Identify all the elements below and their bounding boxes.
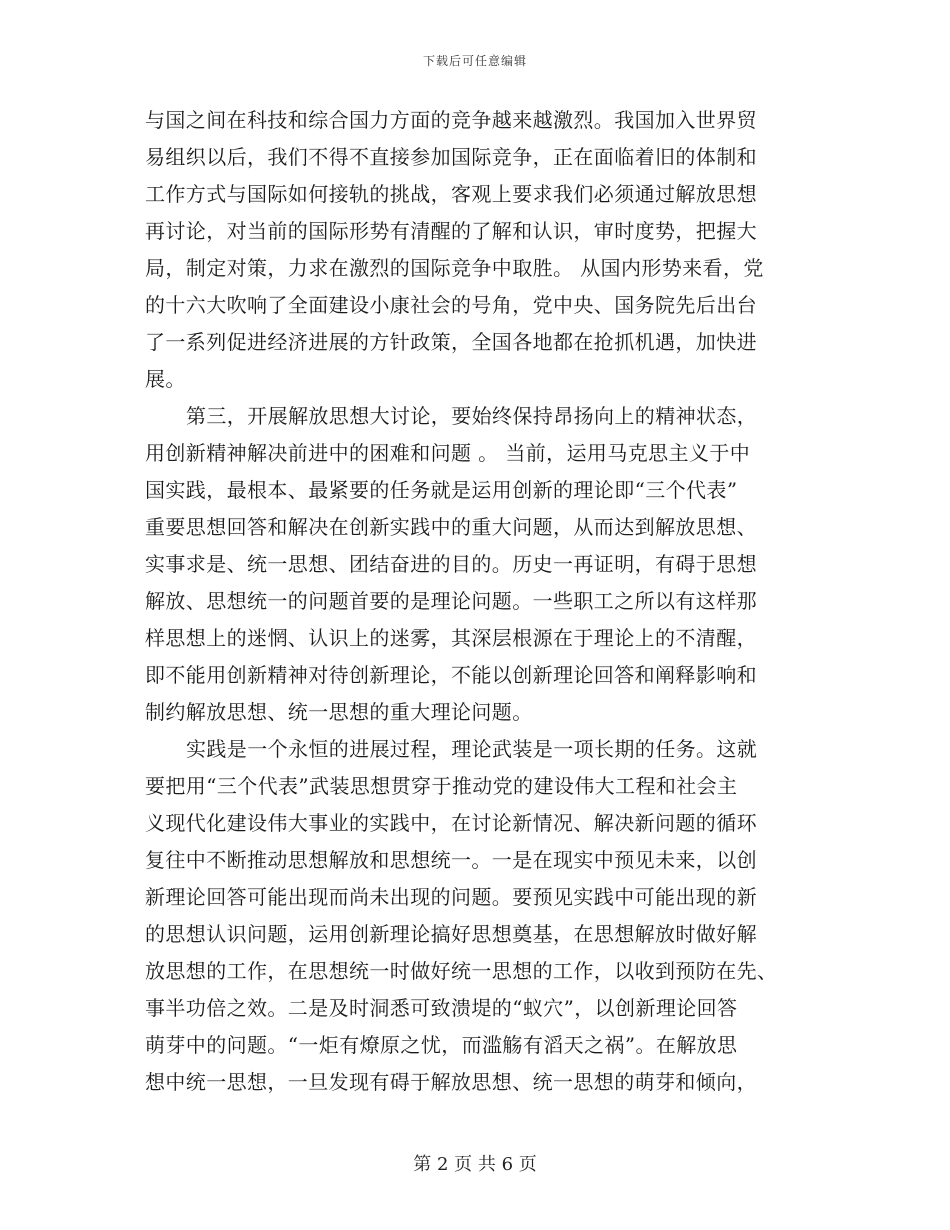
text-line: 事半功倍之效。二是及时洞悉可致溃堤的“蚁穴”，以创新理论回答 xyxy=(145,996,738,1020)
text-line: 的十六大吹响了全面建设小康社会的号角，党中央、国务院先后出台 xyxy=(145,293,757,317)
text-line: 解放、思想统一的问题首要的是理论问题。一些职工之所以有这样那 xyxy=(145,589,757,613)
text-line: 与国之间在科技和综合国力方面的竞争越来越激烈。我国加入世界贸 xyxy=(145,108,757,132)
text-line: 展。 xyxy=(145,367,186,391)
text-line: 想中统一思想，一旦发现有碍于解放思想、统一思想的萌芽和倾向， xyxy=(145,1070,757,1094)
text-line: 重要思想回答和解决在创新实践中的重大问题，从而达到解放思想、 xyxy=(145,515,757,539)
paragraph-first-line: 实践是一个永恒的进展过程，理论武装是一项长期的任务。这就 xyxy=(186,737,758,761)
text-line: 义现代化建设伟大事业的实践中，在讨论新情况、解决新问题的循环 xyxy=(145,811,757,835)
text-line: 易组织以后，我们不得不直接参加国际竞争，正在面临着旧的体制和 xyxy=(145,145,757,169)
text-line: 样思想上的迷惘、认识上的迷雾，其深层根源在于理论上的不清醒， xyxy=(145,626,757,650)
document-body xyxy=(145,102,805,1101)
text-line: 国实践，最根本、最紧要的任务就是运用创新的理论即“三个代表” xyxy=(145,478,738,502)
page-header: 下载后可任意编辑 xyxy=(422,54,527,68)
text-line: 放思想的工作，在思想统一时做好统一思想的工作，以收到预防在先、 xyxy=(145,959,778,983)
text-line: 制约解放思想、统一思想的重大理论问题。 xyxy=(145,700,533,724)
text-line: 了一系列促进经济进展的方针政策，全国各地都在抢抓机遇，加快进 xyxy=(145,330,757,354)
paragraph-first-line: 第三，开展解放思想大讨论，要始终保持昂扬向上的精神状态， xyxy=(186,404,758,428)
text-line: 即不能用创新精神对待创新理论，不能以创新理论回答和阐释影响和 xyxy=(145,663,757,687)
text-line: 萌芽中的问题。“一炬有燎原之忧，而滥觞有滔天之祸”。在解放思 xyxy=(145,1033,738,1057)
text-line: 实事求是、统一思想、团结奋进的目的。历史一再证明，有碍于思想 xyxy=(145,552,757,576)
text-line: 复往中不断推动思想解放和思想统一。一是在现实中预见未来，以创 xyxy=(145,848,757,872)
page-number-footer: 第 2 页 共 6 页 xyxy=(413,1154,537,1175)
text-line: 的思想认识问题，运用创新理论搞好思想奠基，在思想解放时做好解 xyxy=(145,922,757,946)
text-line: 再讨论，对当前的国际形势有清醒的了解和认识，审时度势，把握大 xyxy=(145,219,757,243)
text-line: 工作方式与国际如何接轨的挑战，客观上要求我们必须通过解放思想 xyxy=(145,182,757,206)
text-line: 新理论回答可能出现而尚未出现的问题。要预见实践中可能出现的新 xyxy=(145,885,757,909)
text-line: 要把用“三个代表”武装思想贯穿于推动党的建设伟大工程和社会主 xyxy=(145,774,738,798)
text-line: 局，制定对策，力求在激烈的国际竞争中取胜。 从国内形势来看，党 xyxy=(145,256,764,280)
text-line: 用创新精神解决前进中的困难和问题 。 当前，运用马克思主义于中 xyxy=(145,441,751,465)
